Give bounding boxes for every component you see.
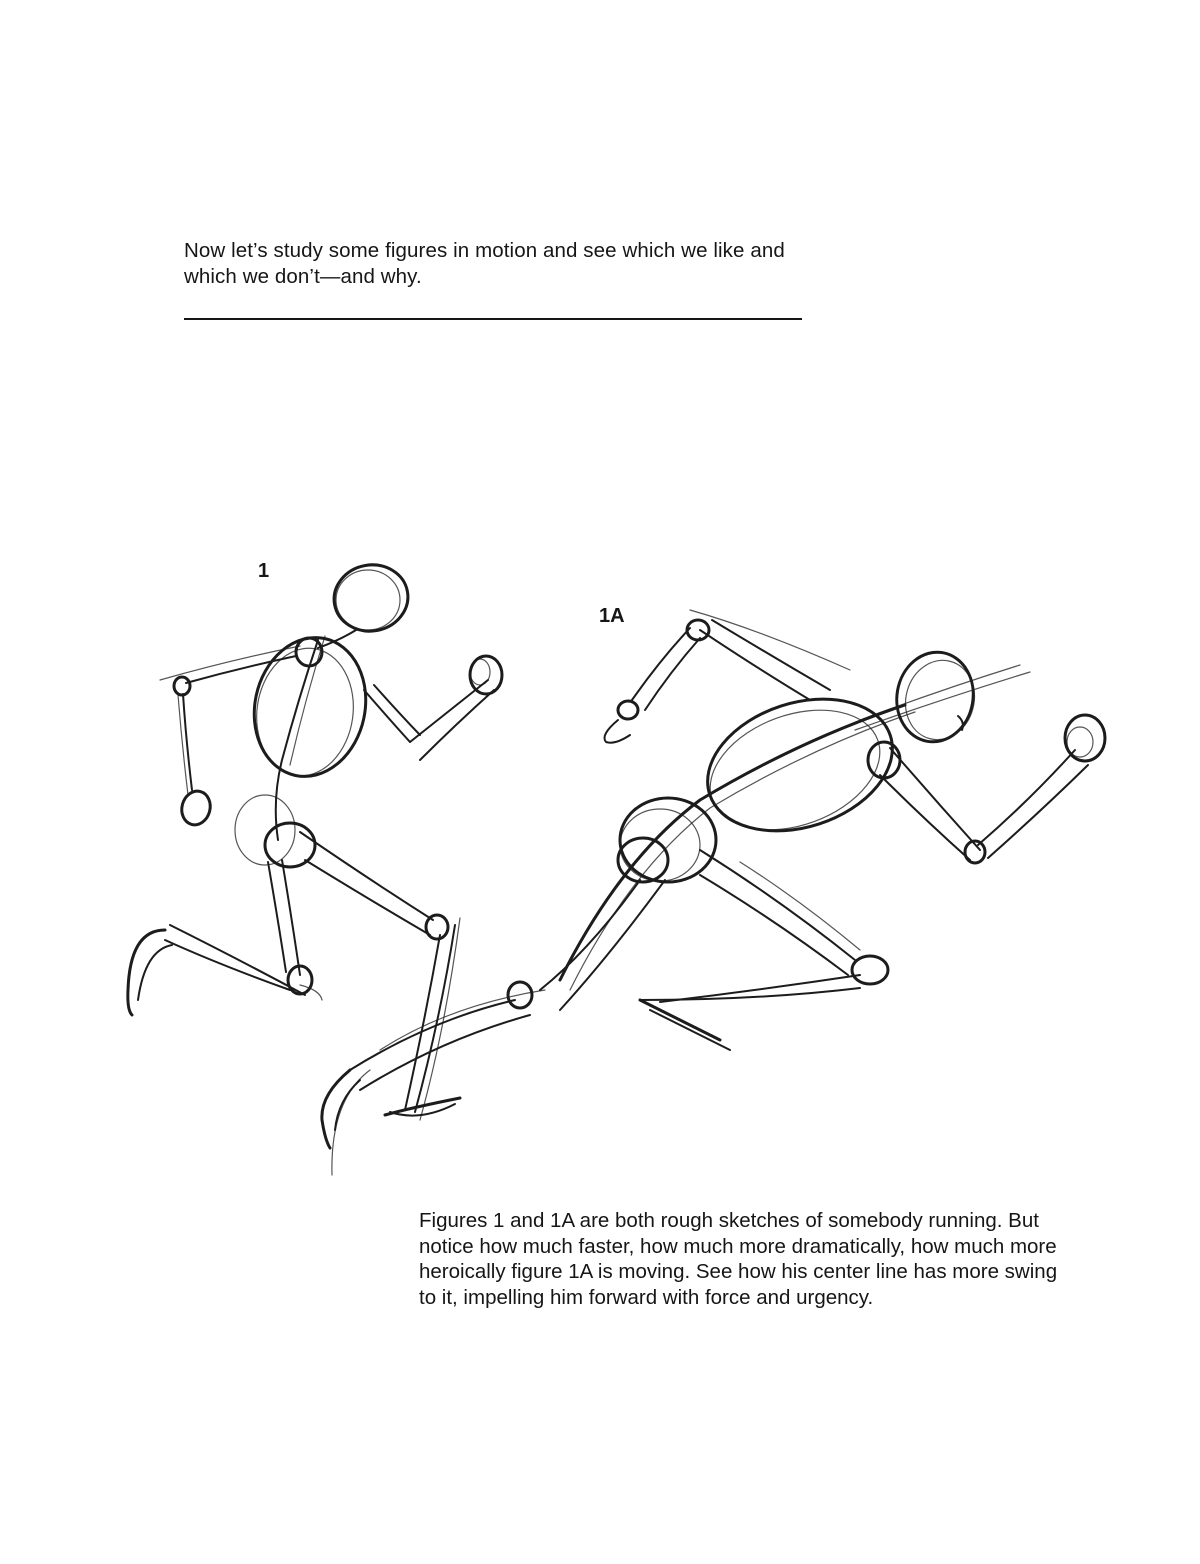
intro-paragraph: Now let’s study some figures in motion and see which we like and which we don’t—and why. <box>184 239 785 288</box>
figure-1-label: 1 <box>258 560 270 582</box>
figure-1-sketch-icon <box>128 559 502 1120</box>
figure-1a-label: 1A <box>599 605 625 627</box>
figure-1a-sketch-icon <box>322 610 1105 1175</box>
figure-caption: Figures 1 and 1A are both rough sketches of somebody running. But notice how much faster, how much more dramatically, how much more heroically figure 1A is moving. See how his center line has more swing to it, impelling him forward with force and urgency. <box>419 1209 1058 1309</box>
